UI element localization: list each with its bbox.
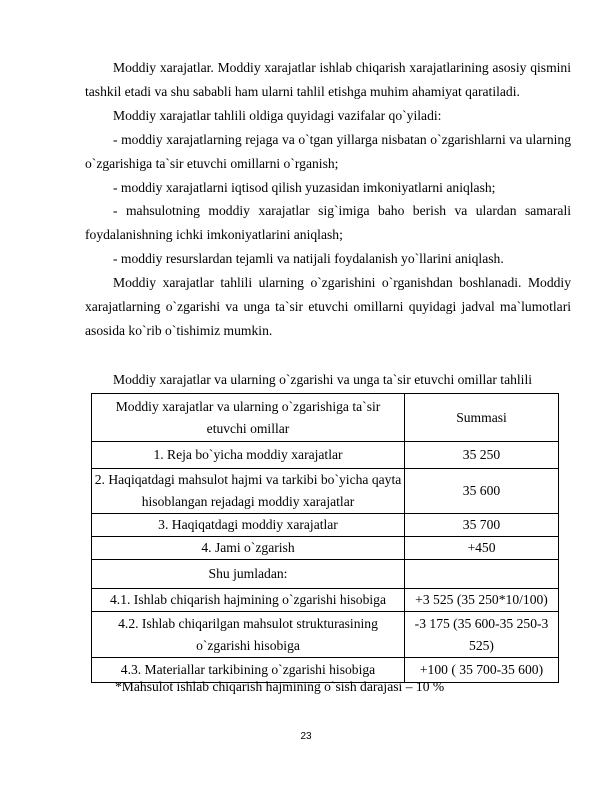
data-table bbox=[91, 393, 559, 683]
table-header-row bbox=[92, 394, 559, 442]
table-cell: Shu jumladan: bbox=[92, 560, 405, 589]
body-text bbox=[85, 56, 571, 343]
table-row bbox=[92, 469, 559, 514]
table-cell: +3 525 (35 250*10/100) bbox=[405, 589, 559, 612]
table-cell: 4.1. Ishlab chiqarish hajmining o`zgarishi hisobiga bbox=[92, 589, 405, 612]
table-cell: 35 250 bbox=[405, 442, 559, 469]
table-cell: 4.3. Materiallar tarkibining o`zgarishi hisobiga bbox=[92, 658, 405, 683]
header-cell: Summasi bbox=[405, 394, 559, 442]
paragraph: - moddiy xarajatlarning rejaga va o`tgan yillarga nisbatan o`zgarishlarni va ularning o`zgarishiga ta`sir etuvchi omillarni o`rganish; bbox=[85, 131, 571, 171]
table-cell: 35 700 bbox=[405, 514, 559, 537]
header-cell: Moddiy xarajatlar va ularning o`zgarishiga ta`sir etuvchi omillar bbox=[92, 394, 405, 442]
table-cell: 35 600 bbox=[405, 469, 559, 514]
table-cell: 4. Jami o`zgarish bbox=[92, 537, 405, 560]
table-cell: 1. Reja bo`yicha moddiy xarajatlar bbox=[92, 442, 405, 469]
table-cell: 4.2. Ishlab chiqarilgan mahsulot strukturasining o`zgarishi hisobiga bbox=[92, 612, 405, 658]
paragraph: Moddiy xarajatlar tahlili oldiga quyidagi vazifalar qo`yiladi: bbox=[113, 107, 442, 123]
table-title: Moddiy xarajatlar va ularning o`zgarishi va unga ta`sir etuvchi omillar tahlili bbox=[113, 372, 533, 387]
table-cell: +100 ( 35 700-35 600) bbox=[405, 658, 559, 683]
table-row bbox=[92, 612, 559, 658]
table-cell: +450 bbox=[405, 537, 559, 560]
table-row bbox=[92, 537, 559, 560]
table-row bbox=[92, 589, 559, 612]
table-cell bbox=[405, 560, 559, 589]
table-row bbox=[92, 442, 559, 469]
table-cell: 3. Haqiqatdagi moddiy xarajatlar bbox=[92, 514, 405, 537]
paragraph: - moddiy xarajatlarni iqtisod qilish yuzasidan imkoniyatlarni aniqlash; bbox=[113, 179, 496, 195]
table-cell: 2. Haqiqatdagi mahsulot hajmi va tarkibi bo`yicha qayta hisoblangan rejadagi moddiy xarajatlar bbox=[92, 469, 405, 514]
paragraph: Moddiy xarajatlar. Moddiy xarajatlar ishlab chiqarish xarajatlarining asosiy qismini tashkil etadi va shu sababli ham ularni tahlil etishga muhim ahamiyat qaratiladi. bbox=[85, 60, 571, 99]
table-cell: -3 175 (35 600-35 250-3 525) bbox=[405, 612, 559, 658]
table-row bbox=[92, 514, 559, 537]
page-number: 23 bbox=[300, 731, 312, 742]
paragraph: Moddiy xarajatlar tahlili ularning o`zgarishini o`rganishdan boshlanadi. Moddiy xarajatlarning o`zgarishi va unga ta`sir etuvchi omillarni quyidagi jadval ma`lumotlari asosida ko`rib o`tishimiz mumkin. bbox=[85, 275, 571, 338]
paragraph: - mahsulotning moddiy xarajatlar sig`imiga baho berish va ulardan samarali foydalanishning ichki imkoniyatlarini aniqlash; bbox=[85, 203, 571, 243]
paragraph: - moddiy resurslardan tejamli va natijali foydalanish yo`llarini aniqlash. bbox=[113, 251, 504, 267]
table-footnote: *Mahsulot ishlab chiqarish hajmining o`sish darajasi – 10 % bbox=[115, 679, 445, 694]
table-row bbox=[92, 560, 559, 589]
